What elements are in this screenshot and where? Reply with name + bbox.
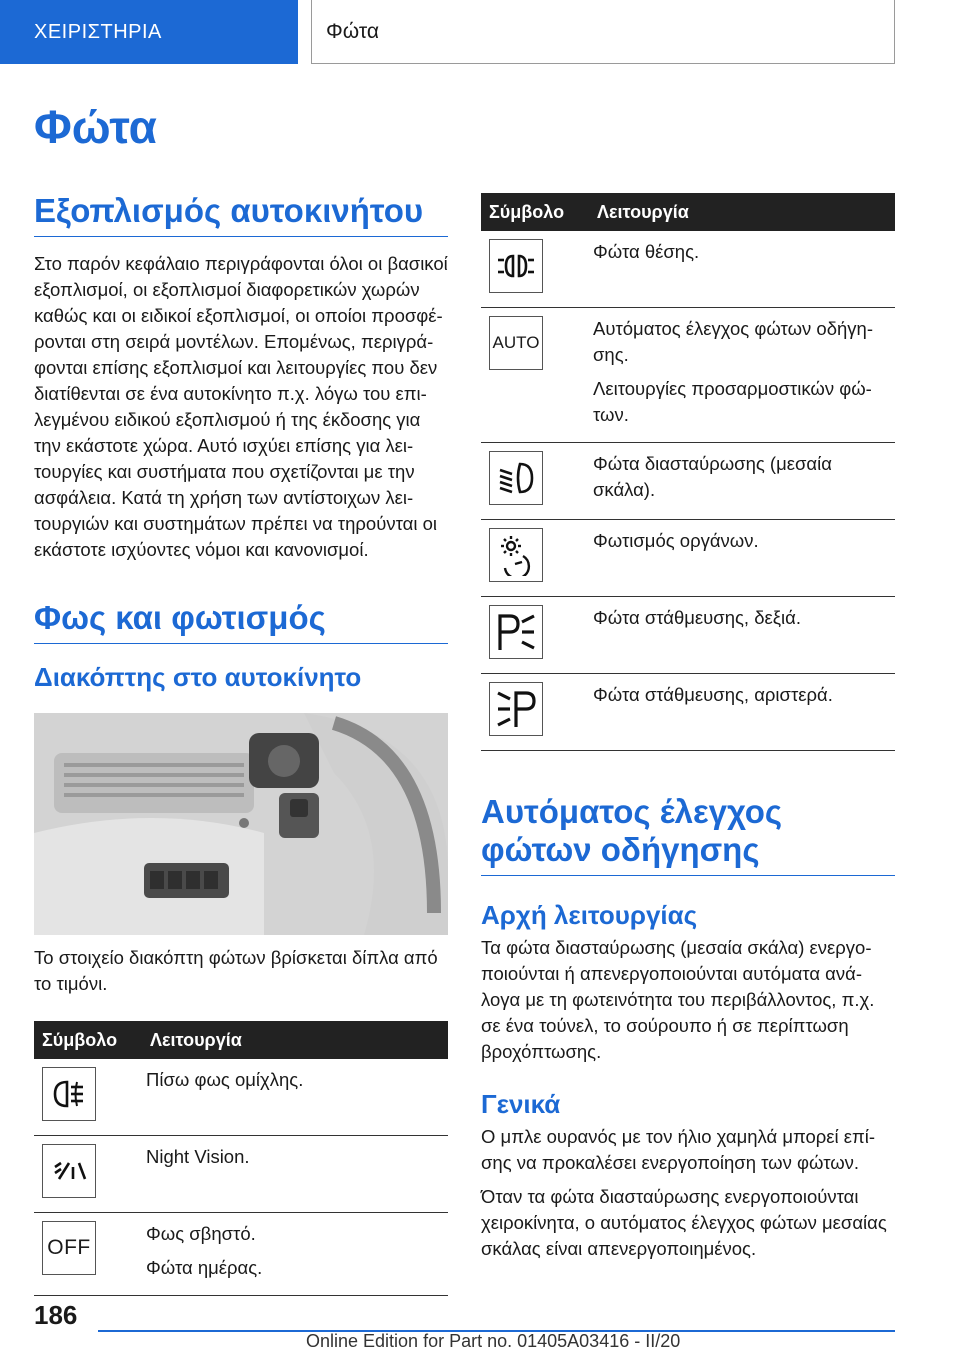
symbol-table-right (481, 193, 895, 751)
col-symbol: Σύμβολο (34, 1021, 138, 1059)
function-text: Φώτα στάθμευσης, δεξιά. (593, 607, 801, 628)
page-title: Φώτα (34, 101, 157, 153)
table-row (481, 443, 895, 520)
off-icon-text: OFF (47, 1236, 91, 1260)
paragraph-equipment: Στο παρόν κεφάλαιο περιγράφονται όλοι οι βασικοί εξοπλισμοί, οι εξοπλισμοί διαφορετικών χωρών καθώς και οι ειδικοί εξοπλισμοί, οι οποίοι προσφέρονται στη σειρά μοντέλων. Επομένως, περιγράφονται επίσης εξοπλισμοί και λειτουργίες που δεν διατίθενται σε ένα αυτοκίνητο π.χ. λόγω του επιλεγμένου ειδικού εξοπλισμού ή της έκδοσης για την εκάστοτε χώρα. Αυτό ισχύει επίσης για λειτουργίες και συστήματα που σχετίζονται με την ασφάλεια. Κατά τη χρήση των αντίστοιχων λειτουργιών και συστημάτων πρέπει να τηρούνται οι εκάστοτε ισχύοντες νόμοι και κανονισμοί. (34, 252, 448, 560)
col-function: Λειτουργία (138, 1021, 448, 1059)
function-text: Night Vision. (146, 1146, 250, 1168)
header-title-box (311, 0, 895, 64)
col-symbol: Σύμβολο (481, 193, 585, 231)
function-text: Φως σβηστό. (146, 1223, 256, 1245)
paragraph-principle: Τα φώτα διασταύρωσης (μεσαία σκάλα) ενεργοποιούνται ή απενεργοποιούνται αυτόματα ανάλογα με τη φωτεινότητα του περιβάλλοντος, π.χ. σε ένα τούνελ, το σούρουπο ή σε περίπτωση βροχόπτωσης. (481, 937, 875, 1063)
table-header-row (34, 1021, 448, 1059)
auto-icon (489, 316, 543, 370)
instrument-lighting-icon (489, 528, 543, 582)
paragraph-switch: Το στοιχείο διακόπτη φώτων βρίσκεται δίπλα από το τιμόνι. (34, 947, 438, 995)
function-text: Λειτουργίες προσαρμοστικών φώτων. (593, 378, 872, 425)
footer-edition: Online Edition for Part no. 01405A03416 - II/20 (306, 1331, 681, 1351)
function-text: Φώτα διασταύρωσης (μεσαία σκάλα). (593, 453, 832, 500)
function-text: Αυτόματος έλεγχος φώτων οδήγησης. (593, 318, 873, 365)
table-row (34, 1136, 448, 1213)
table-row (34, 1059, 448, 1136)
auto-icon-text: AUTO (492, 333, 540, 352)
symbol-table-left (34, 1021, 448, 1296)
left-column (34, 192, 448, 1296)
rear-fog-light-icon (42, 1067, 96, 1121)
heading-general: Γενικά (481, 1089, 561, 1120)
table-row (34, 1213, 448, 1296)
function-text: Φωτισμός οργάνων. (593, 530, 759, 551)
function-text: Φώτα ημέρας. (146, 1257, 263, 1279)
off-icon (42, 1221, 96, 1275)
paragraph-general-1: Ο μπλε ουρανός με τον ήλιο χαμηλά μπορεί επίσης να προκαλέσει ενεργοποίηση των φώτων. (481, 1126, 876, 1174)
light-switch-photo (34, 713, 448, 935)
page-number: 186 (34, 1300, 78, 1330)
parking-light-left-icon (489, 682, 543, 736)
table-row (481, 674, 895, 751)
function-text: Φώτα θέσης. (593, 241, 700, 262)
heading-auto-headlights: Αυτόματος έλεγχος φώτων οδήγησης (481, 793, 895, 876)
section-tab (0, 0, 298, 64)
heading-principle: Αρχή λειτουργίας (481, 899, 698, 930)
heading-switch: Διακόπτης στο αυτοκίνητο (34, 661, 362, 692)
parking-lights-icon (489, 239, 543, 293)
paragraph-general-2: Όταν τα φώτα διασταύρωσης ενεργοποιούνται χειροκίνητα, ο αυτόματος έλεγχος φώτων μεσαίας σκάλας είναι απενεργοποιημένος. (481, 1186, 887, 1260)
function-text: Φώτα στάθμευσης, αριστερά. (593, 684, 833, 705)
low-beam-icon (489, 451, 543, 505)
heading-lights: Φως και φωτισμός (34, 599, 448, 644)
col-function: Λειτουργία (585, 193, 895, 231)
header-title: Φώτα (326, 19, 379, 43)
section-label: ΧΕΙΡΙΣΤΗΡΙΑ (34, 20, 162, 43)
table-row (481, 520, 895, 597)
table-row (481, 308, 895, 443)
right-column (481, 193, 895, 1262)
function-text: Πίσω φως ομίχλης. (146, 1069, 304, 1091)
night-vision-icon (42, 1144, 96, 1198)
table-row (481, 231, 895, 308)
parking-light-right-icon (489, 605, 543, 659)
table-header-row (481, 193, 895, 231)
heading-equipment: Εξοπλισμός αυτοκινήτου (34, 192, 448, 237)
table-row (481, 597, 895, 674)
